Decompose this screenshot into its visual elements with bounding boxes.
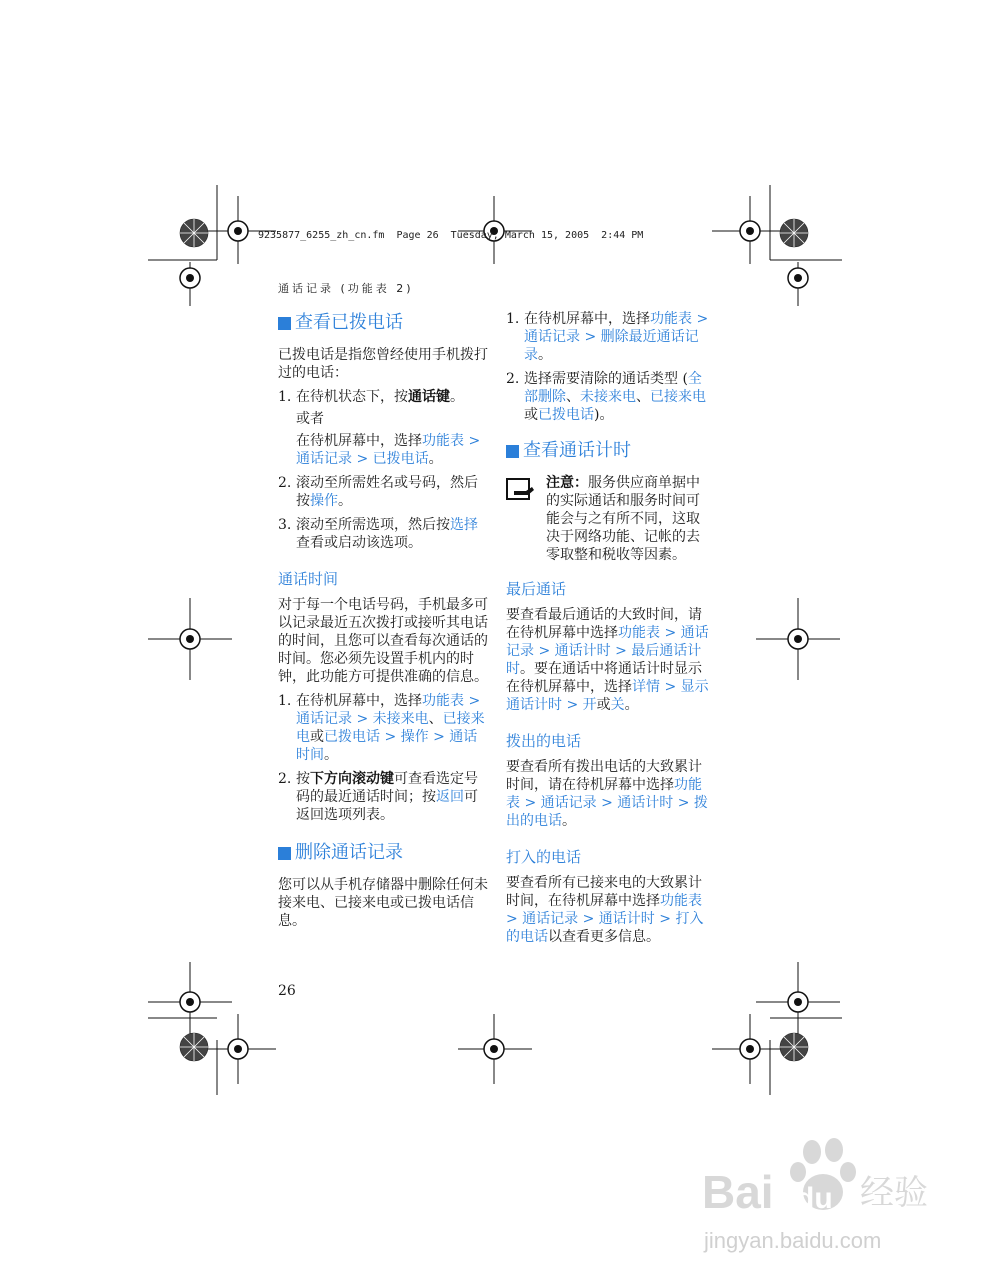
list-item: 1. 在待机状态下，按通话键。 或者 在待机屏幕中，选择功能表 > 通话记录 > 已拨电话。 (278, 389, 481, 467)
delete-logs-paragraph: 您可以从手机存储器中删除任何未接来电、已接来电或已拨电话信息。 (278, 877, 488, 929)
call-key-label: 通话键 (408, 389, 450, 405)
section-title-last-call: 最后通话 (506, 580, 567, 598)
right-column (506, 310, 712, 952)
section-title-dialed-out: 拨出的电话 (506, 732, 582, 750)
note-label: 注意： (546, 475, 588, 491)
svg-text:Bai: Bai (702, 1166, 774, 1218)
dialed-calls-steps (278, 388, 490, 552)
menu-path-link: 操作 (310, 493, 338, 509)
svg-text:jingyan.baidu.com: jingyan.baidu.com (704, 1228, 882, 1253)
list-item: 2. 选择需要清除的通话类型 (全部删除、未接来电、已接来电或已拨电话)。 (506, 371, 706, 423)
received-paragraph: 要查看所有已接来电的大致累计时间，在待机屏幕中选择功能表 > 通话记录 > 通话计时 > 打入的电话以查看更多信息。 (506, 875, 704, 945)
call-time-steps (278, 692, 490, 824)
left-column (278, 310, 490, 936)
dialed-out-paragraph: 要查看所有拨出电话的大致累计时间，请在待机屏幕中选择功能表 > 通话记录 > 通话计时 > 拨出的电话。 (506, 759, 708, 829)
note-box (506, 474, 712, 564)
section-title-call-time: 通话时间 (278, 570, 339, 588)
section-title-dialed-calls: 查看已拨电话 (278, 310, 490, 336)
menu-path-link: 功能表 > 通话记录 > 已拨电话 (296, 433, 481, 467)
list-item: 1. 在待机屏幕中，选择功能表 > 通话记录 > 未接来电、已接来电或已拨电话 > 操作 > 通话时间。 (278, 693, 485, 763)
list-item: 1. 在待机屏幕中，选择功能表 > 通话记录 > 删除最近通话记录。 (506, 311, 709, 363)
list-item: 2. 滚动至所需姓名或号码，然后按操作。 (278, 475, 478, 509)
baidu-jingyan-watermark (700, 1130, 940, 1270)
note-text: 服务供应商单据中的实际通话和服务时间可能会与之有所不同，这取决于网络功能、记帐的去零取整和税收等因素。 (546, 475, 700, 563)
section-title-call-timers: 查看通话计时 (506, 438, 712, 464)
svg-text:经验: 经验 (860, 1173, 928, 1213)
section-square-icon (278, 847, 291, 860)
running-head: 通话记录 (功能表 2) (278, 282, 414, 295)
section-square-icon (278, 317, 291, 330)
page-number: 26 (278, 983, 296, 999)
list-item: 2. 按下方向滚动键可查看选定号码的最近通话时间；按返回可返回选项列表。 (278, 771, 478, 823)
section-square-icon (506, 445, 519, 458)
delete-steps (506, 310, 712, 424)
section-title-delete-logs: 删除通话记录 (278, 840, 490, 866)
file-info-line: 9235877_6255_zh_cn.fm Page 26 Tuesday, March 15, 2005 2:44 PM (258, 230, 644, 241)
last-call-paragraph: 要查看最后通话的大致时间，请在待机屏幕中选择功能表 > 通话记录 > 通话计时 > 最后通话计时。要在通话中将通话计时显示在待机屏幕中，选择详情 > 显示通话计时 > 开或关。 (506, 607, 709, 713)
call-time-paragraph: 对于每一个电话号码，手机最多可以记录最近五次拨打或接听其电话的时间，且您可以查看每次通话的时间。您必须先设置手机内的时钟，此功能方可提供准确的信息。 (278, 597, 488, 685)
section-title-received: 打入的电话 (506, 848, 582, 866)
list-item: 3. 滚动至所需选项，然后按选择查看或启动该选项。 (278, 517, 478, 551)
note-hand-icon (506, 476, 536, 502)
menu-path-link: 选择 (450, 517, 478, 533)
dialed-calls-intro: 已拨电话是指您曾经使用手机拨打过的电话： (278, 347, 488, 381)
svg-text:du: du (796, 1182, 833, 1215)
